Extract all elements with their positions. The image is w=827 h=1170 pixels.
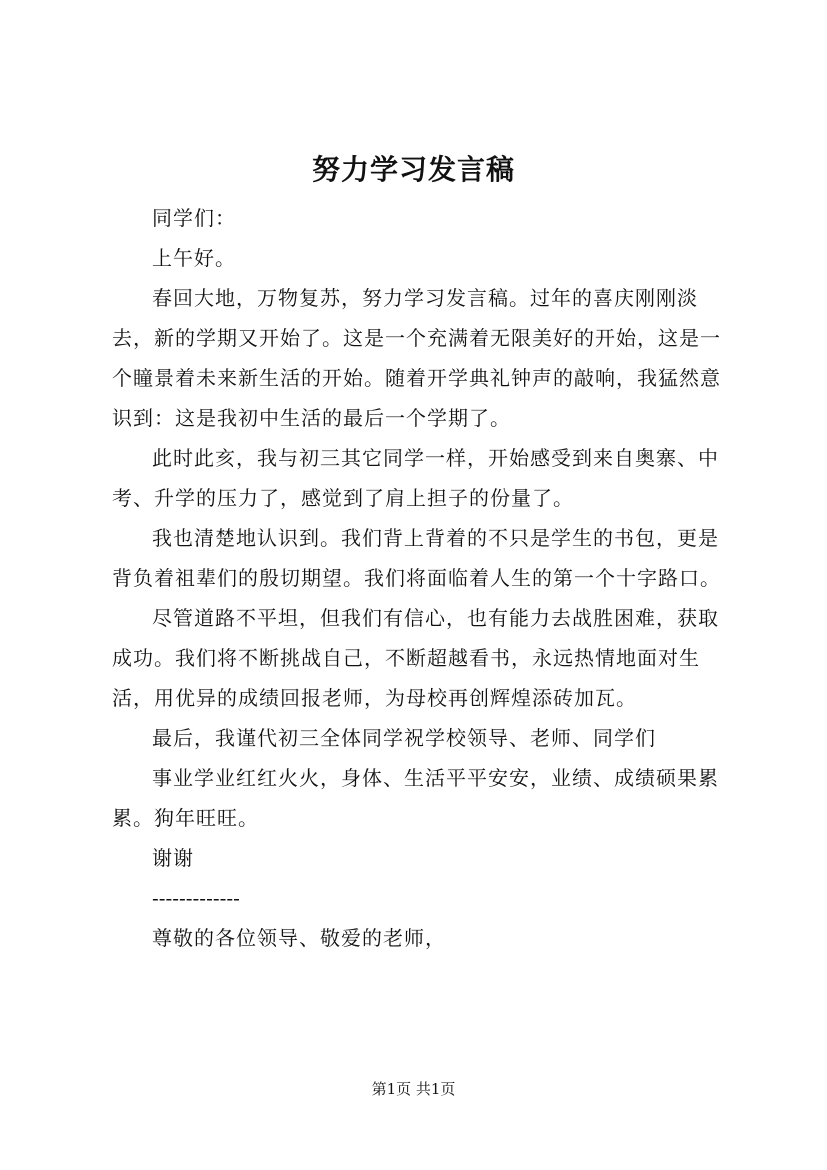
paragraph-greeting: 同学们： [152, 206, 236, 230]
paragraph-expectations: 我也清楚地认识到。我们背上背着的不只是学生的书包，更是背负着祖辈们的殷切期望。我们将面临着人生的第一个十字路口。 [112, 526, 721, 590]
paragraph-wishes: 事业学业红红火火，身体、生活平平安安，业绩、成绩硕果累累。狗年旺旺。 [112, 766, 719, 830]
paragraph-pressure: 此时此亥，我与初三其它同学一样，开始感受到来自奥寨、中考、升学的压力了，感觉到了肩上担子的份量了。 [112, 446, 719, 510]
paragraph-thanks: 谢谢 [152, 846, 194, 870]
paragraph-closing: 最后，我谨代初三全体同学祝学校领导、老师、同学们 [152, 726, 656, 750]
document-title: 努力学习发言稿 [311, 153, 515, 186]
document-body [112, 198, 726, 958]
dashed-divider: ------------- [152, 886, 240, 910]
paragraph-confidence: 尽管道路不平坦，但我们有信心，也有能力去战胜困难，获取成功。我们将不断挑战自己，不断超越看书，永远热情地面对生活，用优异的成绩回报老师，为母校再创辉煌添砖加瓦。 [112, 606, 719, 710]
paragraph-spring: 春回大地，万物复苏，努力学习发言稿。过年的喜庆刚刚淡去，新的学期又开始了。这是一个充满着无限美好的开始，这是一个瞳景着未来新生活的开始。随着开学典礼钟声的敲响，我猛然意识到：这是我初中生活的最后一个学期了。 [112, 286, 721, 430]
paragraph-good-morning: 上午好。 [152, 246, 236, 270]
page-footer: 第1页 共1页 [371, 1080, 456, 1098]
paragraph-salutation: 尊敬的各位领导、敬爱的老师， [152, 926, 446, 950]
